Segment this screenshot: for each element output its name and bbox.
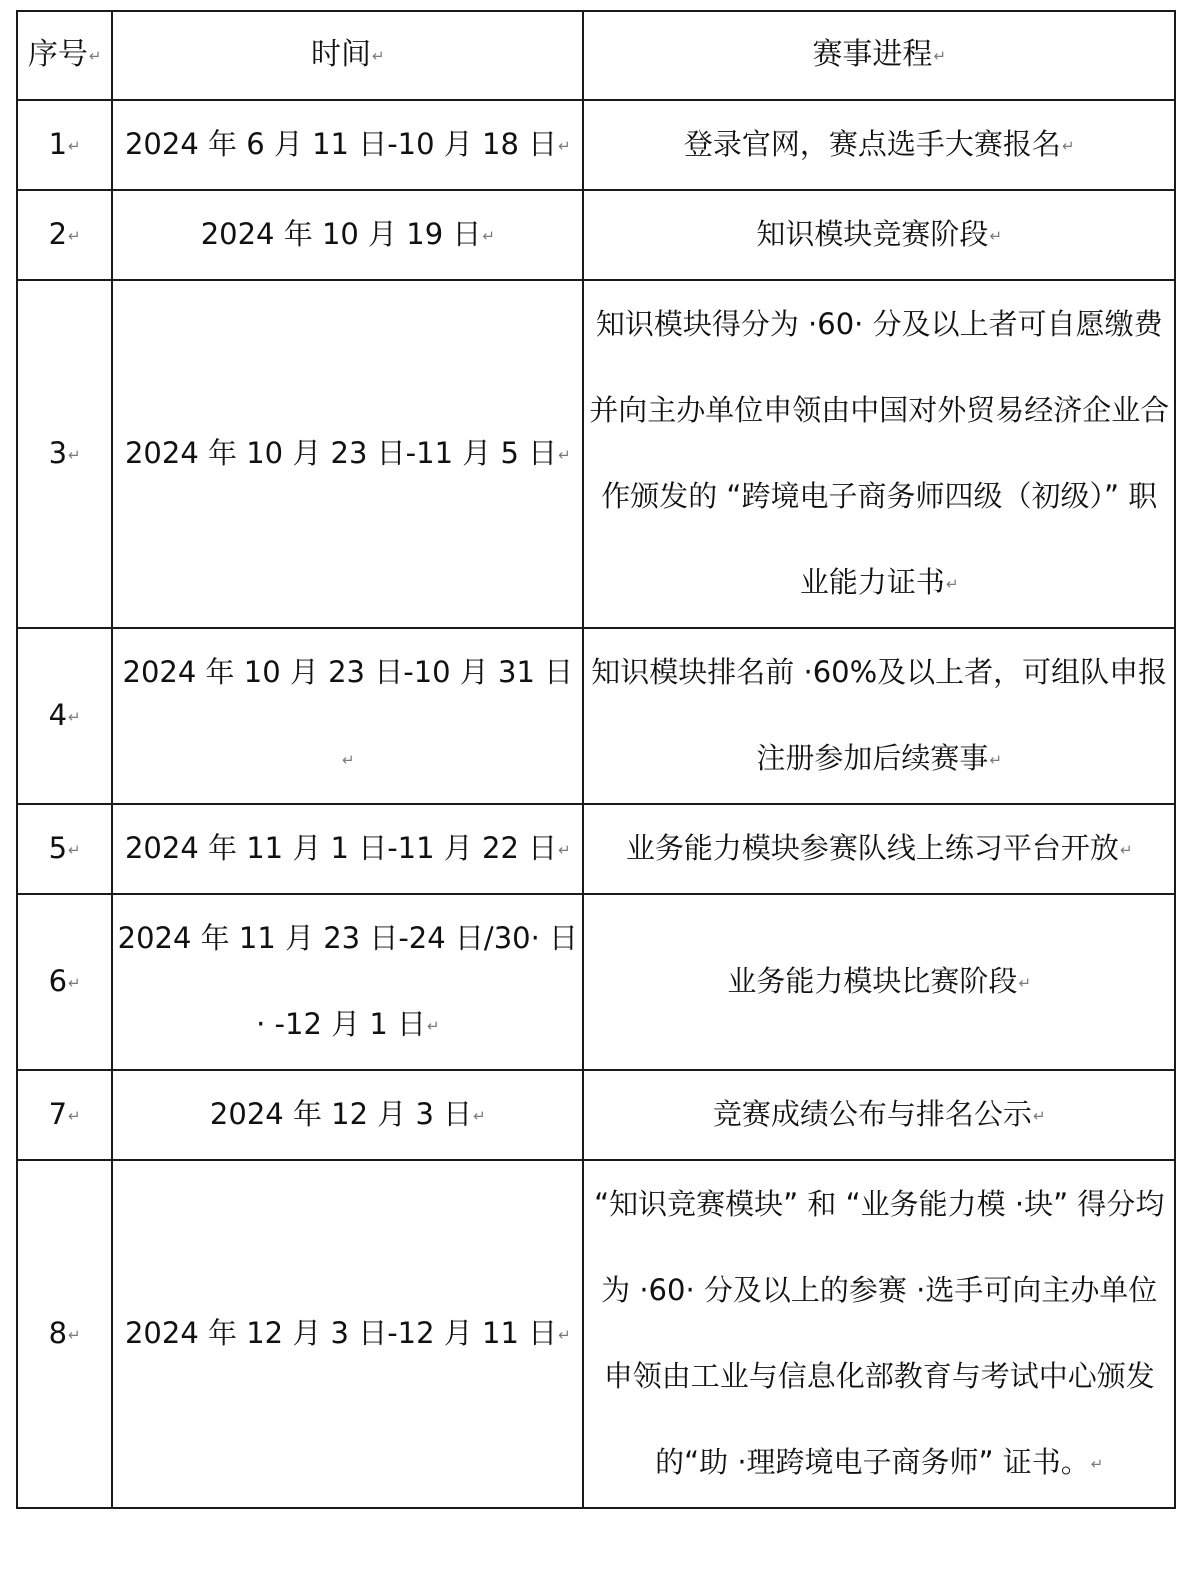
paragraph-mark-icon: ↵	[989, 226, 1003, 245]
cell-time	[112, 100, 583, 190]
table-row	[17, 628, 1175, 804]
paragraph-mark-icon: ↵	[473, 1106, 486, 1125]
cell-event	[583, 190, 1175, 280]
table-header-row	[17, 11, 1175, 100]
row-time: 2024 年 11 月 23 日-24 日/30· 日 · -12 月 1 日	[117, 920, 579, 1041]
row-event: 知识模块得分为 ·60· 分及以上者可自愿缴费并向主办单位申领由中国对外贸易经济企业合作颁发的 “跨境电子商务师四级（初级）” 职业能力证书	[589, 306, 1170, 599]
row-event: 知识模块排名前 ·60%及以上者，可组队申报注册参加后续赛事	[591, 654, 1168, 775]
table-row	[17, 894, 1175, 1070]
paragraph-mark-icon: ↵	[482, 226, 495, 245]
cell-num	[17, 1070, 112, 1160]
table-row	[17, 1070, 1175, 1160]
cell-event	[583, 1160, 1175, 1508]
paragraph-mark-icon: ↵	[88, 46, 102, 65]
cell-event	[583, 100, 1175, 190]
paragraph-mark-icon: ↵	[1119, 840, 1133, 859]
row-time: 2024 年 6 月 11 日-10 月 18 日	[124, 126, 558, 161]
cell-event	[583, 628, 1175, 804]
paragraph-mark-icon: ↵	[68, 840, 81, 859]
row-event: “知识竞赛模块” 和 “业务能力模 ·块” 得分均为 ·60· 分及以上的参赛 ·选手可向主办单位申领由工业与信息化部教育与考试中心颁发的“助 ·理跨境电子商务师” 证书。	[594, 1186, 1165, 1479]
row-num: 8	[48, 1315, 68, 1350]
cell-num	[17, 1160, 112, 1508]
cell-time	[112, 1160, 583, 1508]
cell-time	[112, 190, 583, 280]
row-event: 竞赛成绩公布与排名公示	[712, 1096, 1032, 1131]
cell-num	[17, 804, 112, 894]
row-time: 2024 年 10 月 23 日-11 月 5 日	[124, 435, 558, 470]
cell-time	[112, 894, 583, 1070]
cell-num	[17, 280, 112, 628]
row-event: 知识模块竞赛阶段	[756, 216, 989, 251]
row-num: 7	[48, 1096, 68, 1131]
table-row	[17, 190, 1175, 280]
paragraph-mark-icon: ↵	[342, 750, 355, 769]
paragraph-mark-icon: ↵	[68, 1325, 81, 1344]
paragraph-mark-icon: ↵	[68, 445, 81, 464]
header-num	[17, 11, 112, 100]
cell-time	[112, 628, 583, 804]
header-num-label: 序号	[27, 37, 88, 72]
row-time: 2024 年 10 月 19 日	[200, 216, 482, 251]
paragraph-mark-icon: ↵	[1018, 973, 1032, 992]
table-row	[17, 1160, 1175, 1508]
table-row	[17, 280, 1175, 628]
cell-num	[17, 100, 112, 190]
table-row	[17, 100, 1175, 190]
paragraph-mark-icon: ↵	[558, 136, 571, 155]
row-time: 2024 年 12 月 3 日	[209, 1096, 473, 1131]
paragraph-mark-icon: ↵	[68, 226, 81, 245]
paragraph-mark-icon: ↵	[68, 136, 81, 155]
row-num: 2	[48, 216, 68, 251]
cell-num	[17, 190, 112, 280]
paragraph-mark-icon: ↵	[989, 750, 1003, 769]
row-event: 业务能力模块比赛阶段	[727, 963, 1018, 998]
header-event-label: 赛事进程	[812, 37, 933, 72]
schedule-table	[16, 10, 1176, 1509]
cell-event	[583, 894, 1175, 1070]
cell-num	[17, 894, 112, 1070]
row-time: 2024 年 11 月 1 日-11 月 22 日	[124, 830, 558, 865]
row-num: 3	[48, 435, 68, 470]
paragraph-mark-icon: ↵	[68, 707, 81, 726]
cell-num	[17, 628, 112, 804]
paragraph-mark-icon: ↵	[1090, 1454, 1104, 1473]
paragraph-mark-icon: ↵	[558, 840, 571, 859]
row-time: 2024 年 10 月 23 日-10 月 31 日	[122, 654, 574, 689]
header-event	[583, 11, 1175, 100]
row-event: 业务能力模块参赛队线上练习平台开放	[625, 830, 1119, 865]
paragraph-mark-icon: ↵	[933, 46, 947, 65]
row-event: 登录官网，赛点选手大赛报名	[683, 126, 1061, 161]
header-time-label: 时间	[311, 37, 372, 72]
row-num: 6	[48, 963, 68, 998]
paragraph-mark-icon: ↵	[1061, 136, 1075, 155]
cell-time	[112, 804, 583, 894]
paragraph-mark-icon: ↵	[945, 574, 959, 593]
table-row	[17, 804, 1175, 894]
paragraph-mark-icon: ↵	[558, 445, 571, 464]
row-num: 5	[48, 830, 68, 865]
cell-event	[583, 280, 1175, 628]
row-num: 1	[48, 126, 68, 161]
row-num: 4	[48, 697, 68, 732]
paragraph-mark-icon: ↵	[427, 1016, 440, 1035]
cell-time	[112, 280, 583, 628]
cell-event	[583, 1070, 1175, 1160]
cell-time	[112, 1070, 583, 1160]
paragraph-mark-icon: ↵	[558, 1325, 571, 1344]
paragraph-mark-icon: ↵	[68, 1106, 81, 1125]
paragraph-mark-icon: ↵	[68, 973, 81, 992]
paragraph-mark-icon: ↵	[372, 46, 385, 65]
header-time	[112, 11, 583, 100]
paragraph-mark-icon: ↵	[1032, 1106, 1046, 1125]
row-time: 2024 年 12 月 3 日-12 月 11 日	[124, 1315, 558, 1350]
cell-event	[583, 804, 1175, 894]
